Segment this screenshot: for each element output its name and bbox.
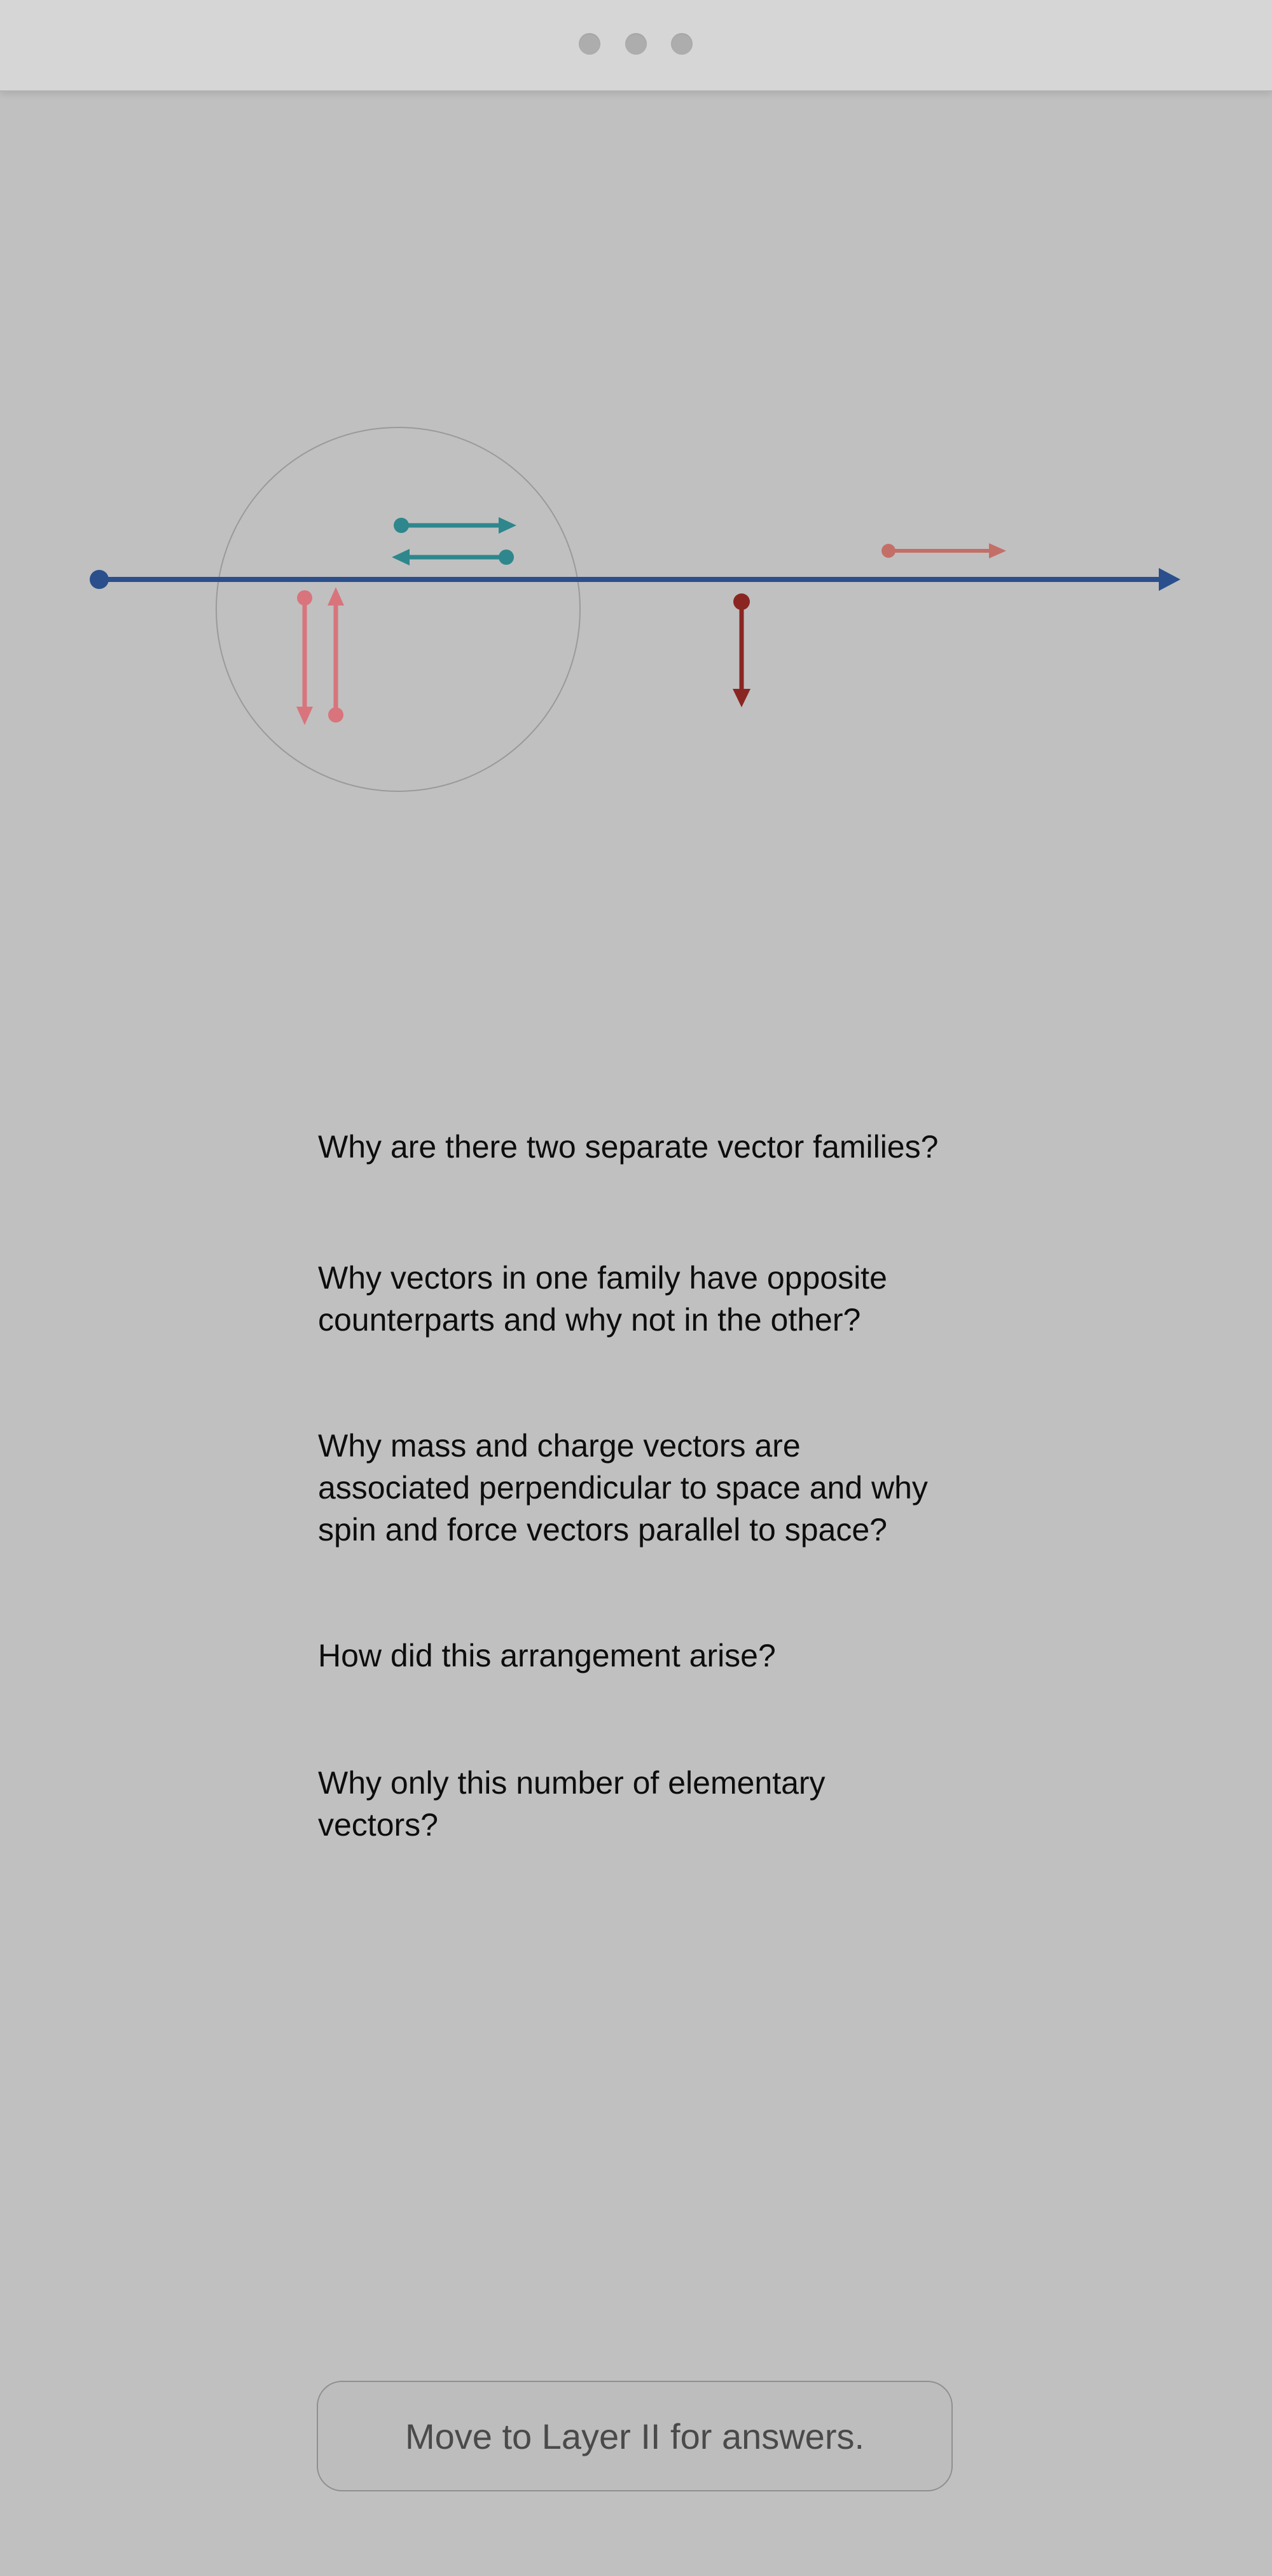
window-dot[interactable] bbox=[671, 33, 693, 55]
pink-vector-up bbox=[328, 587, 344, 723]
question-3: Why mass and charge vectors are associated perpendicular to space and why spin and force vectors parallel to space? bbox=[318, 1428, 928, 1548]
question-2: Why vectors in one family have opposite counterparts and why not in the other? bbox=[318, 1260, 887, 1338]
salmon-vector-right bbox=[881, 543, 1006, 558]
window-dot[interactable] bbox=[625, 33, 647, 55]
dark-red-vector-down bbox=[733, 593, 750, 707]
window-dot[interactable] bbox=[579, 33, 600, 55]
boundary-circle bbox=[216, 427, 580, 791]
pink-vector-down bbox=[296, 590, 313, 725]
top-bar bbox=[0, 0, 1272, 92]
move-to-layer-ii-button[interactable]: Move to Layer II for answers. bbox=[317, 2381, 953, 2491]
question-4: How did this arrangement arise? bbox=[318, 1638, 776, 1673]
question-1: Why are there two separate vector families? bbox=[318, 1129, 939, 1165]
question-5: Why only this number of elementary vectors? bbox=[318, 1765, 826, 1843]
space-axis bbox=[90, 568, 1180, 591]
teal-vector-left bbox=[392, 549, 514, 565]
vector-diagram bbox=[0, 382, 1272, 827]
teal-vector-right bbox=[394, 517, 516, 534]
